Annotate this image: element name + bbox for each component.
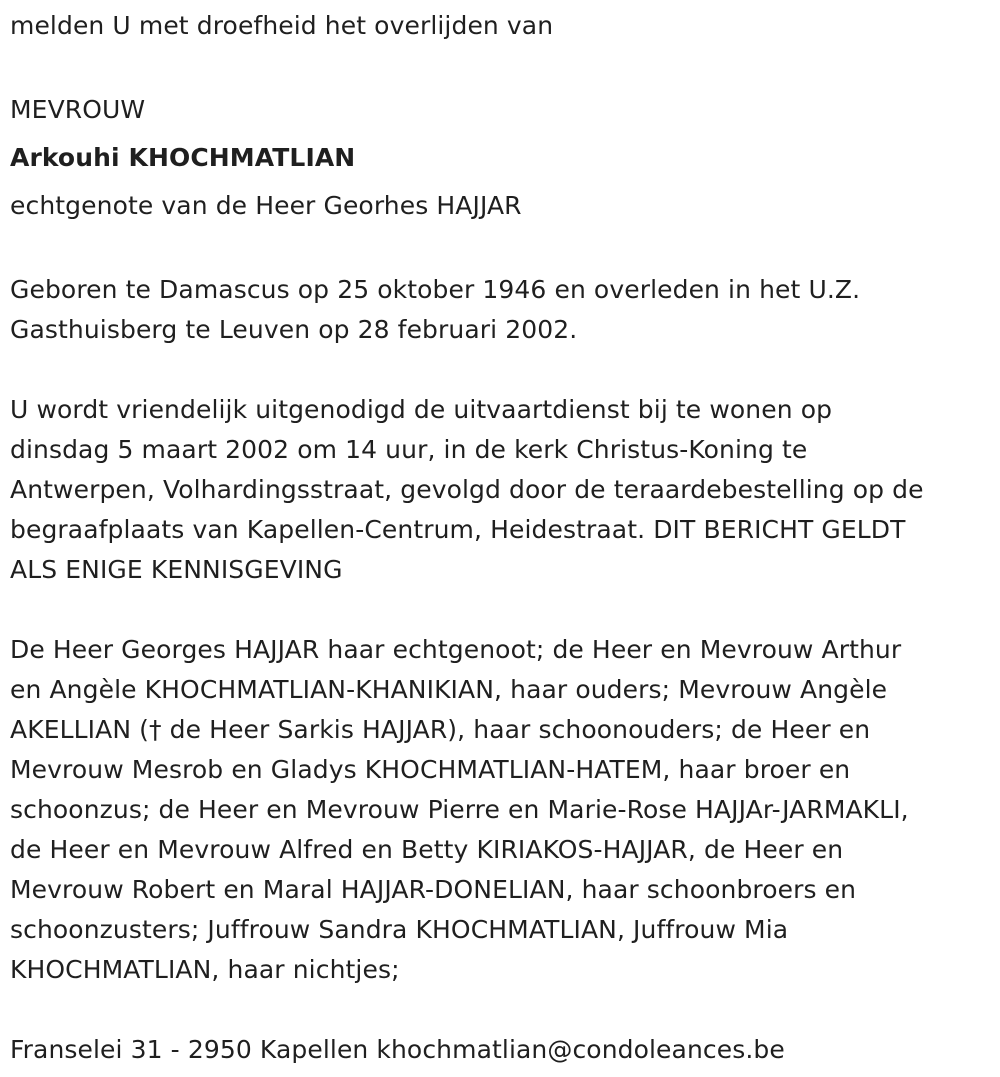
salutation: MEVROUW xyxy=(10,95,146,124)
family-paragraph xyxy=(10,630,990,990)
paragraph-line: en Angèle KHOCHMATLIAN-KHANIKIAN, haar ouders; Mevrouw Angèle xyxy=(10,675,888,704)
funeral-paragraph xyxy=(10,390,990,590)
deceased-name: Arkouhi KHOCHMATLIAN xyxy=(10,143,356,172)
paragraph-line: Geboren te Damascus op 25 oktober 1946 en overleden in het U.Z. xyxy=(10,275,861,304)
spacer xyxy=(10,350,990,390)
paragraph-line: AKELLIAN († de Heer Sarkis HAJJAR), haar schoonouders; de Heer en xyxy=(10,715,871,744)
address-contact: Franselei 31 - 2950 Kapellen khochmatlian@condoleances.be xyxy=(10,1035,785,1064)
paragraph-line: KHOCHMATLIAN, haar nichtjes; xyxy=(10,955,400,984)
paragraph-line: Mevrouw Mesrob en Gladys KHOCHMATLIAN-HATEM, haar broer en xyxy=(10,755,851,784)
spacer xyxy=(10,990,990,1030)
intro-text: melden U met droefheid het overlijden van xyxy=(10,11,554,40)
birth-death-paragraph xyxy=(10,270,990,350)
paragraph-line: de Heer en Mevrouw Alfred en Betty KIRIAKOS-HAJJAR, de Heer en xyxy=(10,835,844,864)
paragraph-line: Antwerpen, Volhardingsstraat, gevolgd door de teraardebestelling op de xyxy=(10,475,924,504)
paragraph-line: ALS ENIGE KENNISGEVING xyxy=(10,555,343,584)
spacer xyxy=(10,230,990,270)
spacer xyxy=(10,590,990,630)
paragraph-line: Mevrouw Robert en Maral HAJJAR-DONELIAN, haar schoonbroers en xyxy=(10,875,857,904)
paragraph-line: De Heer Georges HAJJAR haar echtgenoot; de Heer en Mevrouw Arthur xyxy=(10,635,902,664)
paragraph-line: schoonzusters; Juffrouw Sandra KHOCHMATLIAN, Juffrouw Mia xyxy=(10,915,789,944)
paragraph-line: Gasthuisberg te Leuven op 28 februari 2002. xyxy=(10,315,578,344)
paragraph-line: begraafplaats van Kapellen-Centrum, Heidestraat. DIT BERICHT GELDT xyxy=(10,515,906,544)
spacer xyxy=(10,46,990,86)
death-notice xyxy=(10,0,990,1070)
paragraph-line: U wordt vriendelijk uitgenodigd de uitvaartdienst bij te wonen op xyxy=(10,395,833,424)
paragraph-line: schoonzus; de Heer en Mevrouw Pierre en Marie-Rose HAJJAr-JARMAKLI, xyxy=(10,795,909,824)
spouse-line: echtgenote van de Heer Georhes HAJJAR xyxy=(10,191,522,220)
paragraph-line: dinsdag 5 maart 2002 om 14 uur, in de kerk Christus-Koning te xyxy=(10,435,808,464)
